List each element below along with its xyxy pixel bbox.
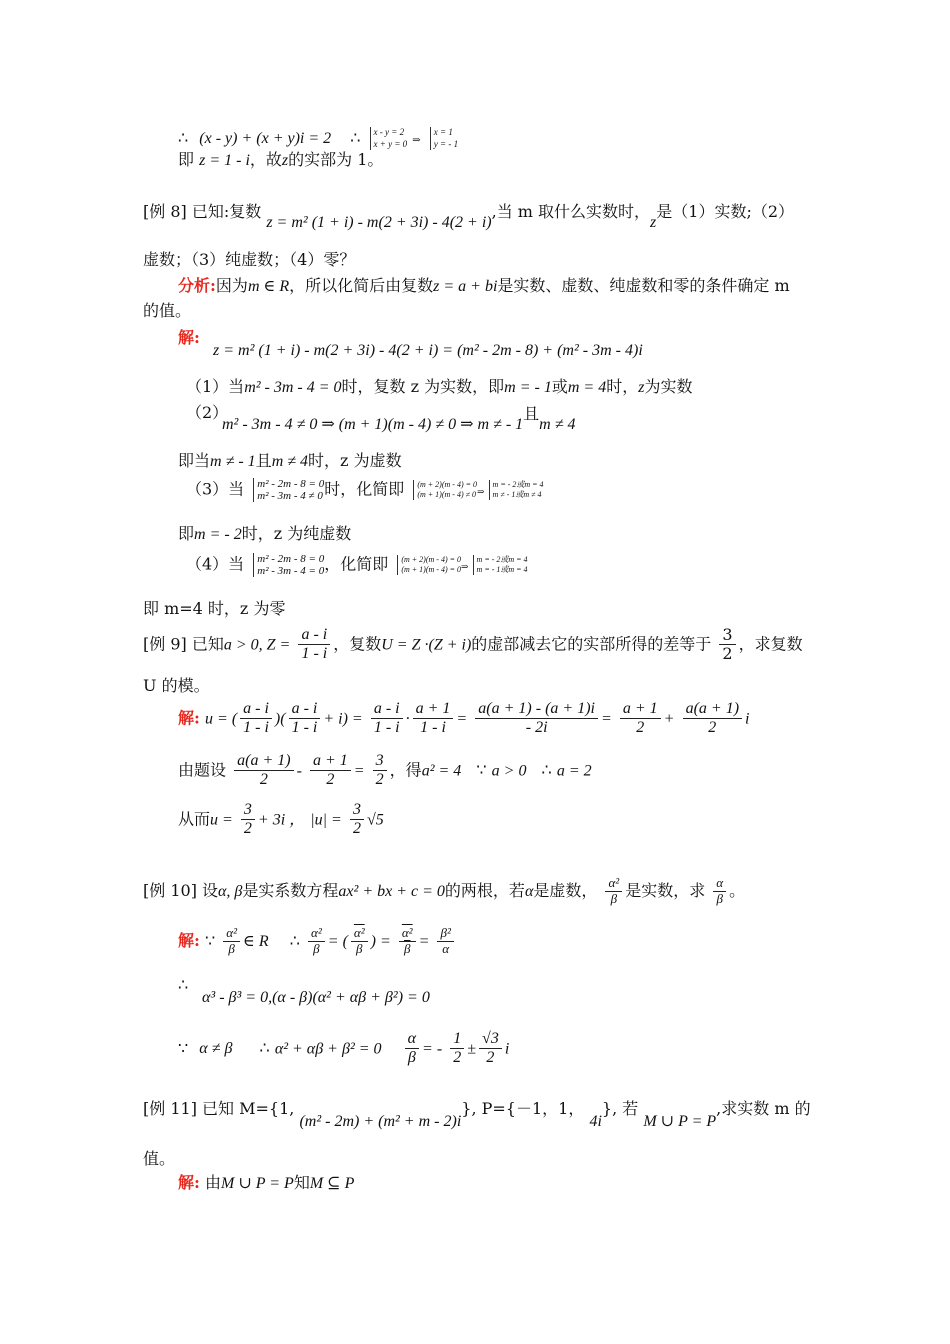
- fraction: $\frac{\text{α²}}{\beta}$: [351, 926, 368, 957]
- fraction: $\frac{\text{α²}}{\beta}$: [605, 876, 622, 907]
- equation-system: (m + 2)(m - 4) = 0 (m + 1)(m - 4) ≠ 0: [413, 480, 477, 501]
- analysis-line-1: 分析:因为m ∈ R，所以化简后由复数z = a + bi是实数、虚数、纯虚数和零的条件确定 m: [178, 276, 790, 295]
- fraction: $\frac{a(a + 1)}{2}$: [234, 752, 293, 790]
- therefore-symbol: ∴: [350, 128, 361, 148]
- fraction: $\frac{a(a + 1) - (a + 1)i}{- 2i}$: [475, 700, 598, 738]
- example-11-line-2: 值。: [143, 1149, 176, 1168]
- implies-arrow: ⇒: [477, 487, 485, 498]
- fraction: $\frac{3}{2}$: [241, 801, 255, 839]
- case-4: （4）当 m² - 2m - 8 = 0 m² - 3m - 4 = 0，化简即 (m + 2)(m - 4) = 0 (m + 1)(m - 4) = 0⇒m = - 2或m = 4 m = - 1或m = 4: [186, 553, 528, 578]
- math-expr: (x - y) + (x + y)i = 2: [199, 130, 332, 148]
- equation-system: (m + 2)(m - 4) = 0 (m + 1)(m - 4) = 0: [397, 555, 461, 576]
- example-9-line-1: [例 9] 已知a > 0, Z = $\frac{a - i}{1 - i}$ ，复数U = Z ·(Z + i)的虚部减去它的实部所得的差等于 $\frac{3}{2}$ ，求复数: [143, 625, 803, 664]
- fraction: $\frac{a + 1}{2}$: [620, 700, 661, 738]
- solution-8-label: 解:: [178, 328, 200, 347]
- equation-system: m = - 2或m = 4 m ≠ - 1或m ≠ 4: [489, 480, 544, 501]
- solution-8-equation: z = m² (1 + i) - m(2 + 3i) - 4(2 + i) = (m² - 2m - 8) + (m² - 3m - 4)i: [213, 342, 643, 359]
- math-expr: z = m² (1 + i) - m(2 + 3i) - 4(2 + i): [266, 214, 492, 231]
- fraction: $\frac{\text{α²}}{\beta}$: [223, 926, 240, 957]
- case-2-result: 即当m ≠ - 1且m ≠ 4时，z 为虚数: [178, 451, 402, 470]
- fraction: $\frac{a(a + 1)}{2}$: [683, 700, 742, 738]
- math-expr: z = 1 - i: [199, 152, 250, 169]
- case-3: （3）当 m² - 2m - 8 = 0 m² - 3m - 4 ≠ 0时，化简即 (m + 2)(m - 4) = 0 (m + 1)(m - 4) ≠ 0⇒m = - 2或m = 4 m ≠ - 1或m ≠ 4: [186, 478, 544, 503]
- fraction: $\frac{a - i}{1 - i}$: [371, 700, 403, 738]
- fraction: $\frac{\alpha}{\beta}$: [405, 1030, 419, 1068]
- case-4-result: 即 m=4 时，z 为零: [143, 599, 286, 618]
- example-11-line-1: [例 11] 已知 M={1, (m² - 2m) + (m² + m - 2)i}, P={－1，1， 4i}, 若 M ∪ P = P,求实数 m 的: [143, 1099, 811, 1130]
- fraction: $\frac{\text{α²}}{\beta}$: [399, 926, 416, 957]
- fraction: $\frac{\text{α²}}{\beta}$: [308, 926, 325, 957]
- equation-system: m² - 2m - 8 = 0 m² - 3m - 4 ≠ 0: [253, 478, 324, 502]
- equation-system: m² - 2m - 8 = 0 m² - 3m - 4 = 0: [253, 553, 324, 577]
- therefore-symbol: ∴: [178, 128, 189, 148]
- fraction: $\frac{3}{2}$: [373, 752, 387, 790]
- case-1: （1）当m² - 3m - 4 = 0时，复数 z 为实数，即m = - 1或m = 4时，z为实数: [186, 377, 693, 396]
- fraction: $\frac{a - i}{1 - i}$: [289, 700, 321, 738]
- solution-10-line-1: 解: ∵ $\frac{\text{α²}}{\beta}$ ∈ R ∴ $\frac{\text{α²}}{\beta}$ = ( $\frac{\text{α²}}{\beta}$ ) = $\frac{\text{α²}}{\beta}$ = $\frac{\text{β²}}{\alpha}$: [178, 926, 457, 957]
- fraction: $\frac{a + 1}{2}$: [310, 752, 351, 790]
- fraction: $\frac{a + 1}{1 - i}$: [413, 700, 454, 738]
- fraction: $\frac{\text{β²}}{\alpha}$: [437, 926, 453, 957]
- analysis-line-2: 的值。: [143, 301, 192, 320]
- solution-10-line-2-eq: α³ - β³ = 0,(α - β)(α² + αβ + β²) = 0: [202, 989, 430, 1006]
- fraction: $\frac{a - i}{1 - i}$: [298, 626, 330, 664]
- fraction: $\frac{a - i}{1 - i}$: [240, 700, 272, 738]
- implies-arrow: ⇒: [461, 562, 469, 573]
- case-3-result: 即m = - 2时，z 为纯虚数: [178, 524, 352, 543]
- solution-9-line-3: 从而u = $\frac{3}{2}$ + 3i ， |u| = $\frac{3}{2}$ √5: [178, 801, 384, 838]
- equation-system: x = 1 y = - 1: [430, 127, 458, 150]
- solution-11: 解: 由M ∪ P = P知M ⊆ P: [178, 1173, 355, 1192]
- fraction: $\frac{√3}{2}$: [479, 1030, 502, 1068]
- fraction: $\frac{1}{2}$: [450, 1030, 464, 1068]
- equation-system: x - y = 2 x + y = 0: [370, 127, 408, 150]
- example-8-line-1: [例 8] 已知:复数 z = m² (1 + i) - m(2 + 3i) - 4(2 + i),当 m 取什么实数时，z是（1）实数;（2）: [143, 202, 795, 231]
- equation-system: m = - 2或m = 4 m = - 1或m = 4: [473, 555, 528, 576]
- analysis-label: 分析:: [178, 276, 216, 295]
- case-2-label: （2）: [186, 403, 229, 422]
- solution-line-2: 即 z = 1 - i，故z的实部为 1。: [178, 150, 384, 169]
- fraction: $\frac{3}{2}$: [719, 626, 735, 664]
- solution-10-line-3: ∵ α ≠ β ∴ α² + αβ + β² = 0 $\frac{\alpha}{\beta}$ = - $\frac{1}{2}$ ± $\frac{√3}{2}$ i: [178, 1030, 510, 1067]
- solution-line-1: [178, 127, 458, 150]
- example-10: [例 10] 设α, β是实系数方程ax² + bx + c = 0的两根，若α是虚数， $\frac{\text{α²}}{\beta}$ 是实数，求 $\frac{\alpha}{\beta}$ 。: [143, 875, 746, 906]
- solution-10-line-2: ∴: [178, 975, 189, 994]
- example-9-line-2: U 的模。: [143, 676, 210, 695]
- solution-9-line-2: 由题设 $\frac{a(a + 1)}{2}$ - $\frac{a + 1}{2}$ = $\frac{3}{2}$ ，得a² = 4 ∵ a > 0 ∴ a = 2: [178, 752, 592, 789]
- case-2-equation: m² - 3m - 4 ≠ 0 ⇒ (m + 1)(m - 4) ≠ 0 ⇒ m ≠ - 1且m ≠ 4: [222, 404, 576, 433]
- implies-arrow: ⇒: [412, 135, 421, 147]
- solution-9-line-1: 解: u = ( $\frac{a - i}{1 - i}$ )( $\frac{a - i}{1 - i}$ + i) = $\frac{a - i}{1 - i}$ · $\frac{a + 1}{1 - i}$ = $\frac{a(a + 1) - (a + 1)i}{- 2i}$ = $\frac{a + 1}{2}$ + $\frac{a(a + 1)}{2}$ i: [178, 700, 750, 737]
- fraction: $\frac{\alpha}{\beta}$: [713, 876, 726, 907]
- fraction: $\frac{3}{2}$: [350, 801, 364, 839]
- example-8-line-2: 虚数；（3）纯虚数；（4）零？: [143, 250, 356, 269]
